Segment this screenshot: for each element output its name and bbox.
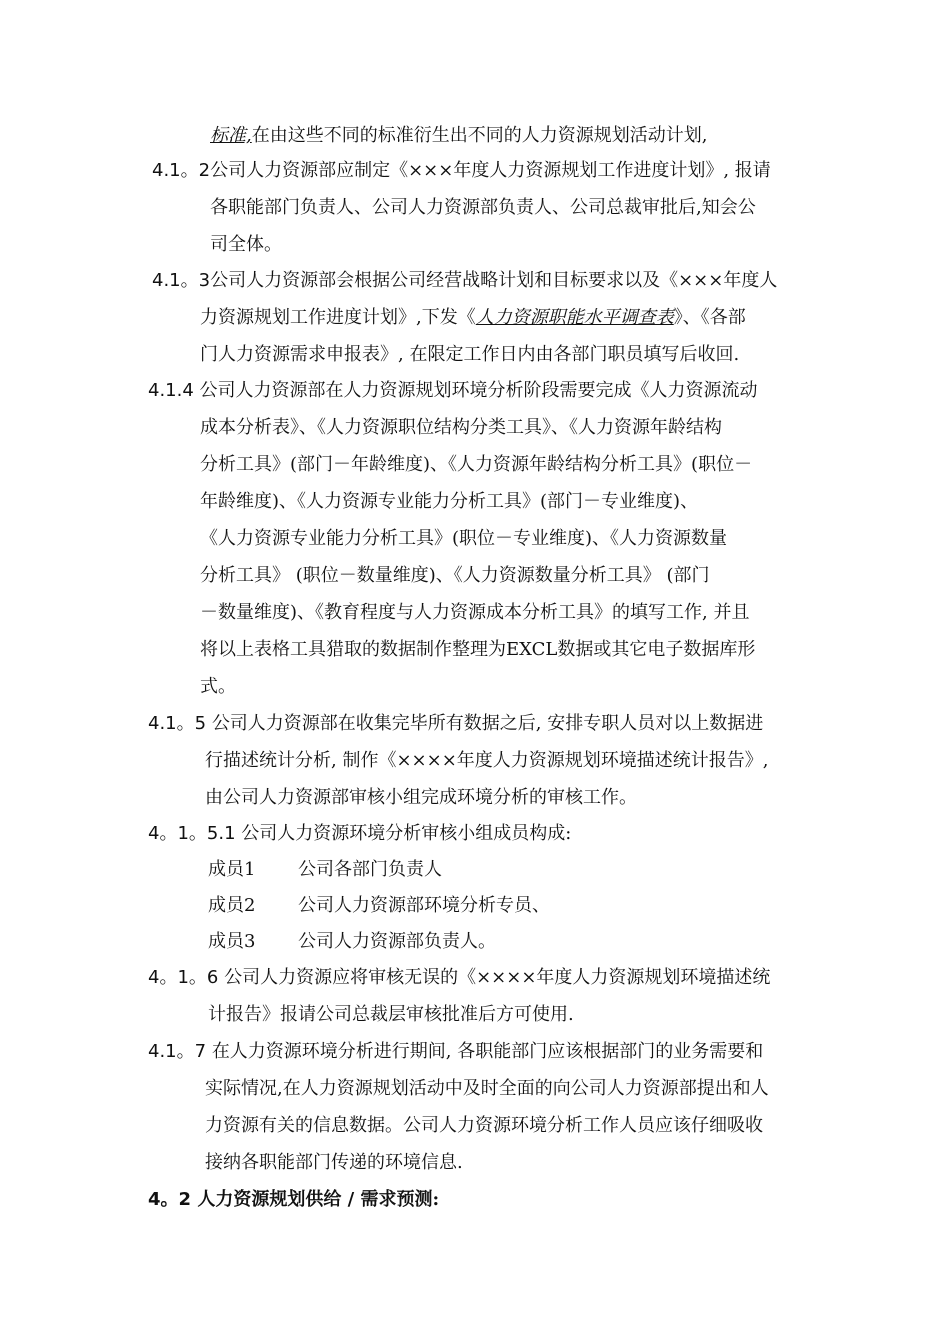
- member-row-1: [208, 857, 442, 883]
- section-4-1-3-line-3: 门人力资源需求申报表》, 在限定工作日内由各部门职员填写后收回.: [200, 344, 740, 365]
- section-4-1-2-number: 4.1。2: [152, 160, 211, 181]
- intro-line: [210, 123, 707, 149]
- section-4-1-4-text-1: 公司人力资源部在人力资源规划环境分析阶段需要完成《人力资源流动: [199, 380, 758, 401]
- section-4-1-2-line-1: [152, 158, 771, 184]
- section-4-1-7-line-2: 实际情况,在人力资源规划活动中及时全面的向公司人力资源部提出和人: [205, 1078, 769, 1099]
- section-4-1-5-1-number: 4。1。5.1: [148, 823, 236, 844]
- section-4-1-3-text-2b: 》、《各部: [673, 307, 746, 328]
- section-4-1-4-line-6: 分析工具》 (职位－数量维度)、《人力资源数量分析工具》 (部门: [200, 565, 710, 586]
- section-4-1-6-text-1: 公司人力资源应将审核无误的《××××年度人力资源规划环境描述统: [224, 967, 771, 988]
- section-4-1-2-line-2: 各职能部门负责人、公司人力资源部负责人、公司总裁审批后,知会公: [210, 197, 756, 218]
- section-4-1-4-line-7: －数量维度)、《教育程度与人力资源成本分析工具》的填写工作, 并且: [200, 602, 750, 623]
- section-4-1-7-line-1: [148, 1039, 763, 1065]
- section-4-1-4-line-5: 《人力资源专业能力分析工具》(职位－专业维度)、《人力资源数量: [200, 528, 728, 549]
- section-4-1-5-line-1: [148, 711, 763, 737]
- section-4-1-7-line-4: 接纳各职能部门传递的环境信息.: [205, 1152, 463, 1173]
- section-4-1-5-text-1: 公司人力资源部在收集完毕所有数据之后, 安排专职人员对以上数据进: [211, 713, 764, 734]
- section-4-2-heading: [148, 1187, 439, 1213]
- section-4-1-4-line-1: [148, 378, 758, 404]
- section-4-1-5-line-3: 由公司人力资源部审核小组完成环境分析的审核工作。: [205, 787, 637, 808]
- intro-emphasis: 标准,: [210, 125, 252, 146]
- section-4-2-number: 4。2: [148, 1189, 192, 1210]
- section-4-1-3-line-2: [200, 305, 746, 331]
- intro-text: 在由这些不同的标准衍生出不同的人力资源规划活动计划,: [251, 125, 708, 146]
- section-4-1-6-number: 4。1。6: [148, 967, 219, 988]
- section-4-1-4-number: 4.1.4: [148, 380, 194, 401]
- section-4-2-title: 人力资源规划供给 / 需求预测:: [197, 1189, 440, 1210]
- section-4-1-6-line-1: [148, 965, 770, 991]
- section-4-1-5-number: 4.1。5: [148, 713, 207, 734]
- member-label: 成员1: [208, 859, 256, 880]
- section-4-1-3-text-2a: 力资源规划工作进度计划》,下发《: [200, 307, 476, 328]
- section-4-1-5-line-2: 行描述统计分析, 制作《××××年度人力资源规划环境描述统计报告》,: [205, 750, 769, 771]
- member-desc: 公司人力资源部环境分析专员、: [298, 895, 550, 916]
- section-4-1-2-text-1: 公司人力资源部应制定《×××年度人力资源规划工作进度计划》, 报请: [210, 160, 771, 181]
- member-desc: 公司各部门负责人: [298, 859, 442, 880]
- section-4-1-3-text-1: 公司人力资源部会根据公司经营战略计划和目标要求以及《×××年度人: [210, 270, 778, 291]
- section-4-1-4-line-8: 将以上表格工具猎取的数据制作整理为EXCL数据或其它电子数据库形: [200, 639, 756, 660]
- section-4-1-4-line-4: 年龄维度)、《人力资源专业能力分析工具》(部门－专业维度)、: [200, 491, 699, 512]
- section-4-1-2-line-3: 司全体。: [210, 234, 282, 255]
- section-4-1-3-line-1: [152, 268, 777, 294]
- section-4-1-6-line-2: 计报告》报请公司总裁层审核批准后方可使用.: [208, 1004, 574, 1025]
- section-4-1-4-line-2: 成本分析表》、《人力资源职位结构分类工具》、《人力资源年龄结构: [200, 417, 722, 438]
- member-desc: 公司人力资源部负责人。: [298, 931, 496, 952]
- section-4-1-7-line-3: 力资源有关的信息数据。公司人力资源环境分析工作人员应该仔细吸收: [205, 1115, 763, 1136]
- section-4-1-5-1-title: 公司人力资源环境分析审核小组成员构成:: [241, 823, 572, 844]
- member-row-2: [208, 893, 550, 919]
- section-4-1-4-line-9: 式。: [200, 676, 236, 697]
- member-label: 成员3: [208, 931, 256, 952]
- member-label: 成员2: [208, 895, 256, 916]
- section-4-1-7-number: 4.1。7: [148, 1041, 207, 1062]
- section-4-1-4-line-3: 分析工具》(部门－年龄维度)、《人力资源年龄结构分析工具》(职位－: [200, 454, 753, 475]
- section-4-1-7-text-1: 在人力资源环境分析进行期间, 各职能部门应该根据部门的业务需要和: [211, 1041, 764, 1062]
- section-4-1-3-emphasis: 人力资源职能水平调查表: [475, 307, 674, 328]
- section-4-1-3-number: 4.1。3: [152, 270, 211, 291]
- member-row-3: [208, 929, 496, 955]
- section-4-1-5-1-line: [148, 821, 571, 847]
